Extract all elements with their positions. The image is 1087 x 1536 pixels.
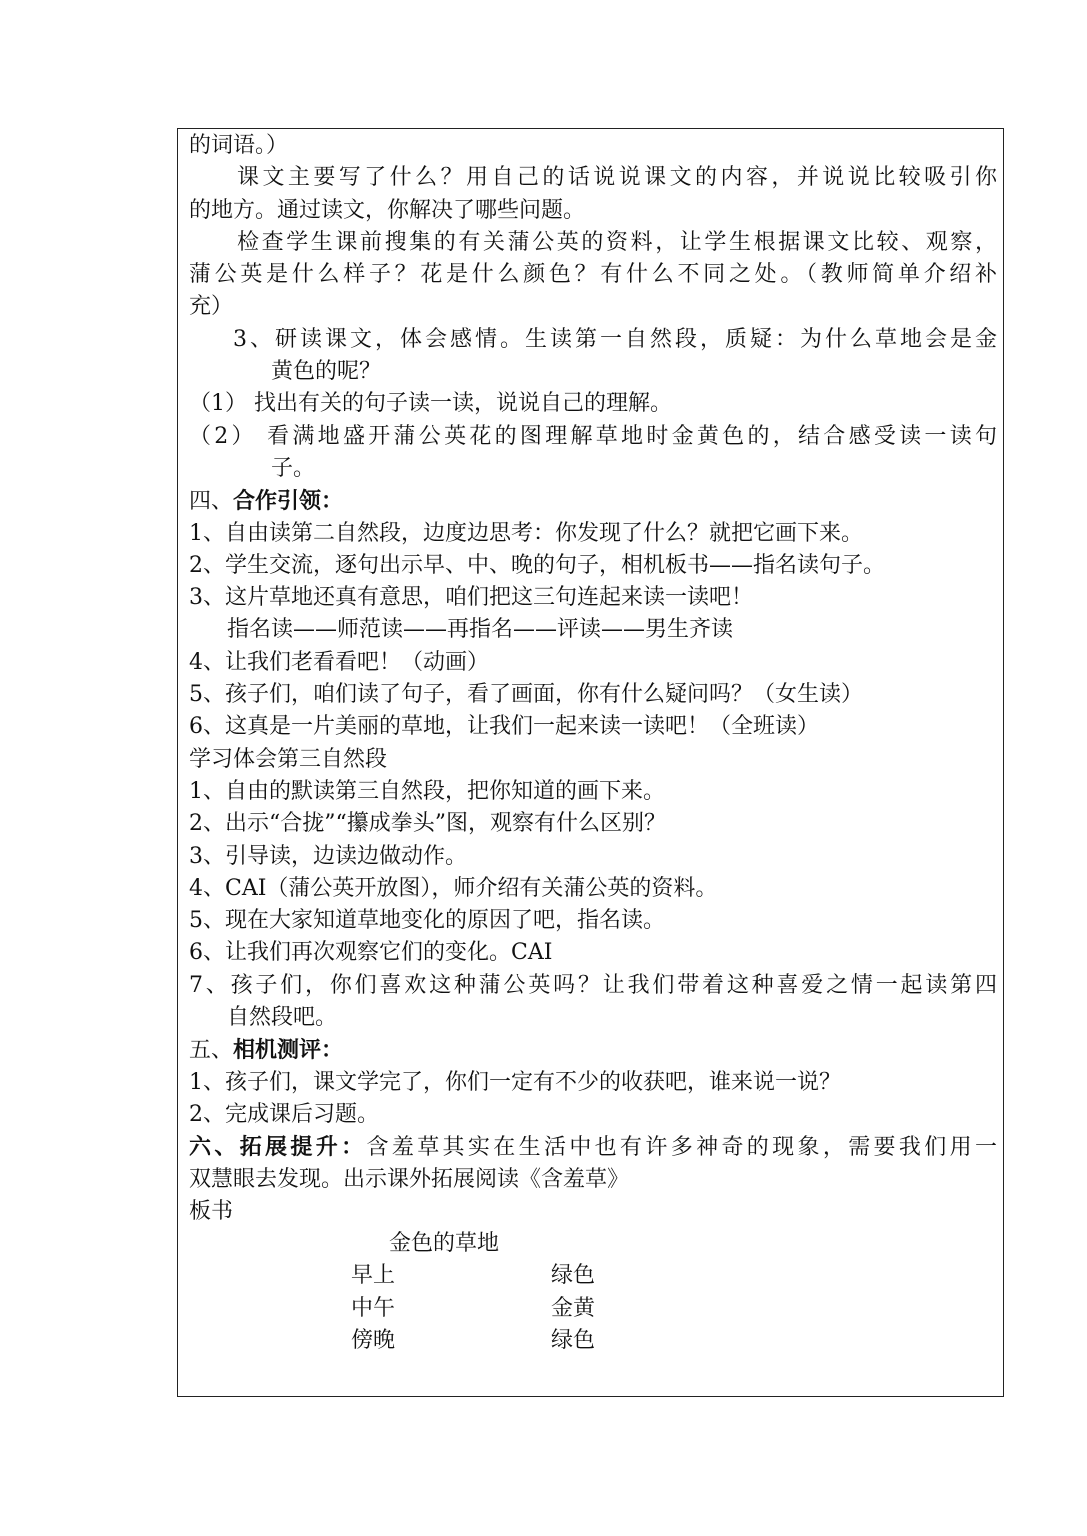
list-item: 自然段吧。: [227, 1005, 338, 1031]
section-heading: [189, 485, 997, 517]
board-color: 金黄: [551, 1295, 596, 1321]
text-line: 3、研读课文，体会感情。生读第一自然段，质疑：为什么草地会是金: [233, 326, 997, 352]
section-prefix: 五、: [189, 1038, 234, 1064]
board-title-row: [189, 1228, 997, 1260]
list-item: 5、现在大家知道草地变化的原因了吧，指名读。: [189, 908, 665, 934]
list-item: 指名读——师范读——再指名——评读——男生齐读: [227, 617, 734, 643]
text-line: 蒲公英是什么样子？花是什么颜色？有什么不同之处。（教师简单介绍补: [189, 262, 997, 288]
section-text: 含羞草其实在生活中也有许多神奇的现象，需要我们用一: [366, 1135, 997, 1161]
list-item: 3、这片草地还真有意思，咱们把这三句连起来读一读吧！: [189, 585, 753, 611]
list-item: 5、孩子们，咱们读了句子，看了画面，你有什么疑问吗？（女生读）: [189, 682, 863, 708]
text-line: 课文主要写了什么？用自己的话说说课文的内容，并说说比较吸引你: [237, 165, 997, 191]
section-title: 合作引领：: [233, 488, 344, 515]
list-item: 4、让我们老看看吧！（动画）: [189, 649, 489, 675]
text-line: 子。: [271, 455, 316, 481]
section-prefix: 四、: [189, 489, 234, 515]
board-time: 傍晚: [351, 1327, 396, 1353]
text-line: 黄色的呢？: [271, 359, 382, 385]
list-item: 2、完成课后习题。: [189, 1101, 379, 1127]
list-item: 4、CAI（蒲公英开放图），师介绍有关蒲公英的资料。: [189, 875, 718, 901]
text-line: （1） 找出有关的句子读一读，说说自己的理解。: [189, 391, 672, 417]
subheading: 学习体会第三自然段: [189, 746, 388, 772]
text-line: （2） 看满地盛开蒲公英花的图理解草地时金黄色的，结合感受读一读句: [189, 423, 997, 449]
board-color: 绿色: [551, 1327, 596, 1353]
list-item: 2、学生交流，逐句出示早、中、晚的句子，相机板书——指名读句子。: [189, 552, 885, 578]
list-item: 1、自由的默读第三自然段，把你知道的画下来。: [189, 778, 665, 804]
text-line: 双慧眼去发现。出示课外拓展阅读《含羞草》: [189, 1166, 630, 1192]
board-label: 板书: [189, 1198, 234, 1224]
board-title: 金色的草地: [389, 1231, 500, 1257]
board-row: [189, 1325, 997, 1357]
text-line: 检查学生课前搜集的有关蒲公英的资料，让学生根据课文比较、观察，: [237, 229, 997, 255]
list-item: 2、出示“合拢”“攥成拳头”图，观察有什么区别？: [189, 811, 666, 837]
list-item: 1、孩子们，课文学完了，你们一定有不少的收获吧，谁来说一说？: [189, 1069, 841, 1095]
text-line: 充）: [189, 294, 234, 320]
list-item: 3、引导读，边读边做动作。: [189, 843, 467, 869]
section-heading: [189, 1131, 997, 1163]
board-time: 中午: [351, 1295, 396, 1321]
list-item: 1、自由读第二自然段，边度边思考：你发现了什么？就把它画下来。: [189, 520, 863, 546]
lesson-plan-content: [189, 130, 997, 1357]
list-item: 7、孩子们，你们喜欢这种蒲公英吗？让我们带着这种喜爱之情一起读第四: [189, 972, 997, 998]
list-item: 6、这真是一片美丽的草地，让我们一起来读一读吧！（全班读）: [189, 714, 819, 740]
board-row: [189, 1293, 997, 1325]
section-title: 相机测评：: [233, 1037, 344, 1064]
board-color: 绿色: [551, 1263, 596, 1289]
list-item: 6、让我们再次观察它们的变化。CAI: [189, 940, 553, 966]
section-heading: [189, 1034, 997, 1066]
text-line: 的地方。通过读文，你解决了哪些问题。: [189, 197, 586, 223]
text-line: 的词语。）: [189, 133, 289, 158]
section-title: 六、拓展提升：: [189, 1134, 367, 1161]
board-row: [189, 1260, 997, 1292]
board-time: 早上: [351, 1263, 396, 1289]
